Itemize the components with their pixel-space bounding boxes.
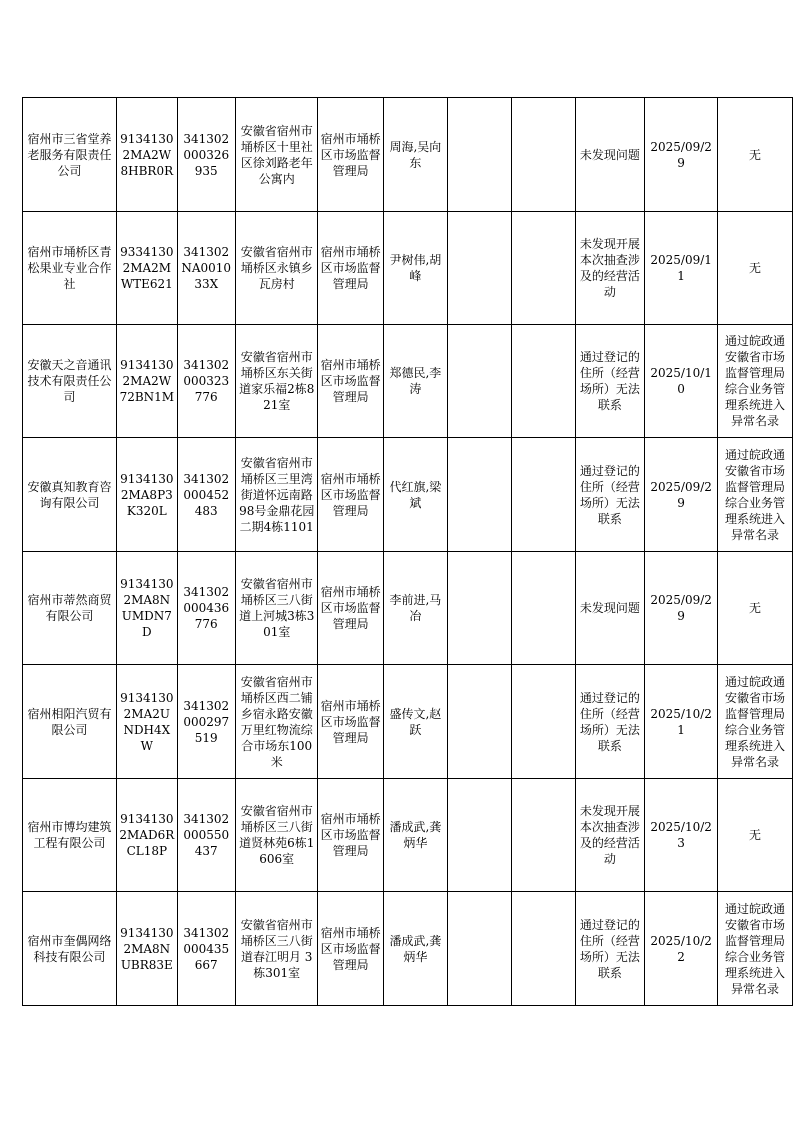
registration-number-cell: 341302000326935 (177, 98, 235, 212)
credit-code-cell: 93341302MA2MWTE621 (117, 212, 177, 325)
address-cell: 安徽省宿州市埇桥区三里湾街道怀远南路98号金鼎花园二期4栋1101 (235, 438, 318, 552)
empty-cell (448, 325, 512, 438)
table-row (23, 212, 793, 325)
credit-code-cell: 91341302MA2W8HBR0R (117, 98, 177, 212)
inspectors-cell: 代红旗,梁斌 (383, 438, 447, 552)
follow-up-action-cell: 无 (718, 212, 793, 325)
empty-cell (511, 552, 575, 665)
inspection-date-cell: 2025/09/29 (645, 438, 718, 552)
empty-cell (448, 665, 512, 779)
empty-cell (511, 892, 575, 1006)
inspection-date-cell: 2025/10/10 (645, 325, 718, 438)
credit-code-cell: 91341302MA8P3K320L (117, 438, 177, 552)
empty-cell (448, 212, 512, 325)
inspection-result-cell: 未发现开展本次抽查涉及的经营活动 (575, 779, 644, 892)
table-row (23, 98, 793, 212)
inspection-result-cell: 未发现问题 (575, 98, 644, 212)
follow-up-action-cell: 通过皖政通安徽省市场监督管理局综合业务管理系统进入异常名录 (718, 665, 793, 779)
inspection-result-cell: 通过登记的住所（经营场所）无法联系 (575, 892, 644, 1006)
empty-cell (448, 438, 512, 552)
inspectors-cell: 盛传文,赵跃 (383, 665, 447, 779)
enterprise-name-cell: 安徽真知教育咨询有限公司 (23, 438, 117, 552)
empty-cell (448, 892, 512, 1006)
credit-code-cell: 91341302MA8NUMDN7D (117, 552, 177, 665)
inspection-authority-cell: 宿州市埇桥区市场监督管理局 (318, 98, 383, 212)
table-row (23, 892, 793, 1006)
address-cell: 安徽省宿州市埇桥区十里社区徐刘路老年公寓内 (235, 98, 318, 212)
registration-number-cell: 341302000297519 (177, 665, 235, 779)
empty-cell (511, 98, 575, 212)
inspection-result-cell: 未发现问题 (575, 552, 644, 665)
enterprise-name-cell: 宿州相阳汽贸有限公司 (23, 665, 117, 779)
inspectors-cell: 周海,吴向东 (383, 98, 447, 212)
credit-code-cell: 91341302MA2UNDH4XW (117, 665, 177, 779)
table-row (23, 779, 793, 892)
follow-up-action-cell: 通过皖政通安徽省市场监督管理局综合业务管理系统进入异常名录 (718, 325, 793, 438)
inspection-authority-cell: 宿州市埇桥区市场监督管理局 (318, 779, 383, 892)
inspection-authority-cell: 宿州市埇桥区市场监督管理局 (318, 325, 383, 438)
enterprise-name-cell: 宿州市埇桥区青松果业专业合作社 (23, 212, 117, 325)
empty-cell (511, 212, 575, 325)
inspection-date-cell: 2025/09/11 (645, 212, 718, 325)
inspection-result-cell: 未发现开展本次抽查涉及的经营活动 (575, 212, 644, 325)
empty-cell (448, 552, 512, 665)
table-body (23, 98, 793, 1006)
enterprise-name-cell: 宿州市奎偶网络科技有限公司 (23, 892, 117, 1006)
inspection-authority-cell: 宿州市埇桥区市场监督管理局 (318, 552, 383, 665)
follow-up-action-cell: 通过皖政通安徽省市场监督管理局综合业务管理系统进入异常名录 (718, 438, 793, 552)
inspection-authority-cell: 宿州市埇桥区市场监督管理局 (318, 665, 383, 779)
inspectors-cell: 郑德民,李涛 (383, 325, 447, 438)
registration-number-cell: 341302000435667 (177, 892, 235, 1006)
table-row (23, 665, 793, 779)
address-cell: 安徽省宿州市埇桥区三八街道贤林苑6栋1606室 (235, 779, 318, 892)
empty-cell (448, 98, 512, 212)
address-cell: 安徽省宿州市埇桥区三八街道春江明月 3栋301室 (235, 892, 318, 1006)
address-cell: 安徽省宿州市埇桥区三八街道上河城3栋301室 (235, 552, 318, 665)
address-cell: 安徽省宿州市埇桥区永镇乡瓦房村 (235, 212, 318, 325)
enterprise-name-cell: 宿州市蒂然商贸有限公司 (23, 552, 117, 665)
inspection-date-cell: 2025/10/22 (645, 892, 718, 1006)
inspection-date-cell: 2025/09/29 (645, 552, 718, 665)
table-row (23, 325, 793, 438)
enterprise-name-cell: 宿州市博均建筑工程有限公司 (23, 779, 117, 892)
registration-number-cell: 341302000550437 (177, 779, 235, 892)
follow-up-action-cell: 无 (718, 779, 793, 892)
enterprise-name-cell: 安徽天之音通讯技术有限责任公司 (23, 325, 117, 438)
inspection-date-cell: 2025/09/29 (645, 98, 718, 212)
empty-cell (448, 779, 512, 892)
enterprise-name-cell: 宿州市三省堂养老服务有限责任公司 (23, 98, 117, 212)
registration-number-cell: 341302000452483 (177, 438, 235, 552)
inspection-results-table (22, 97, 793, 1006)
address-cell: 安徽省宿州市埇桥区东关街道家乐福2栋821室 (235, 325, 318, 438)
follow-up-action-cell: 无 (718, 552, 793, 665)
registration-number-cell: 341302000436776 (177, 552, 235, 665)
inspection-result-cell: 通过登记的住所（经营场所）无法联系 (575, 665, 644, 779)
inspection-result-cell: 通过登记的住所（经营场所）无法联系 (575, 438, 644, 552)
credit-code-cell: 91341302MAD6RCL18P (117, 779, 177, 892)
inspectors-cell: 李前进,马冶 (383, 552, 447, 665)
credit-code-cell: 91341302MA2W72BN1M (117, 325, 177, 438)
follow-up-action-cell: 通过皖政通安徽省市场监督管理局综合业务管理系统进入异常名录 (718, 892, 793, 1006)
inspection-authority-cell: 宿州市埇桥区市场监督管理局 (318, 212, 383, 325)
inspection-authority-cell: 宿州市埇桥区市场监督管理局 (318, 438, 383, 552)
follow-up-action-cell: 无 (718, 98, 793, 212)
empty-cell (511, 779, 575, 892)
inspection-date-cell: 2025/10/21 (645, 665, 718, 779)
inspectors-cell: 尹树伟,胡峰 (383, 212, 447, 325)
table-row (23, 552, 793, 665)
address-cell: 安徽省宿州市埇桥区西二铺乡宿永路安徽万里红物流综合市场东100米 (235, 665, 318, 779)
table-row (23, 438, 793, 552)
registration-number-cell: 341302000323776 (177, 325, 235, 438)
inspection-result-cell: 通过登记的住所（经营场所）无法联系 (575, 325, 644, 438)
inspectors-cell: 潘成武,龚炳华 (383, 892, 447, 1006)
empty-cell (511, 665, 575, 779)
inspection-date-cell: 2025/10/23 (645, 779, 718, 892)
empty-cell (511, 325, 575, 438)
credit-code-cell: 91341302MA8NUBR83E (117, 892, 177, 1006)
registration-number-cell: 341302NA001033X (177, 212, 235, 325)
empty-cell (511, 438, 575, 552)
inspectors-cell: 潘成武,龚炳华 (383, 779, 447, 892)
inspection-authority-cell: 宿州市埇桥区市场监督管理局 (318, 892, 383, 1006)
